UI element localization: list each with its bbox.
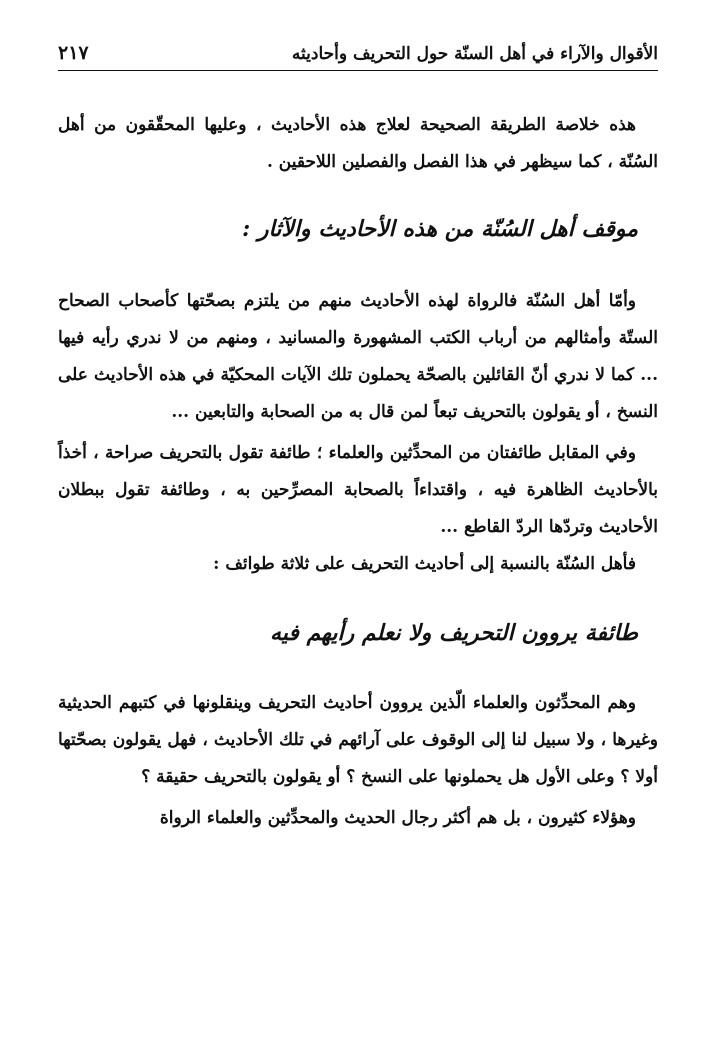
paragraph-4: وهم المحدِّثون والعلماء الّذين يروون أحاديث التحريف وينقلونها في كتبهم الحديثية وغيرها ، ولا سبيل لنا إلى الوقوف على آرائهم في تلك الأحاديث ، فهل يقولون بصحّتها أولا ؟ وعلى الأول هل يحملونها على النسخ ؟ أو يقولون بالتحريف حقيقة ؟ — [58, 693, 658, 787]
page-number: ٢١٧ — [58, 42, 89, 64]
paragraph-2: وفي المقابل طائفتان من المحدِّثين والعلماء ؛ طائفة تقول بالتحريف صراحة ، أخذاً بالأحاديث الظاهرة فيه ، واقتداءاً بالصحابة المصرِّحين به ، وطائفة تقول ببطلان الأحاديث وتردّها الردّ القاطع ... — [58, 443, 658, 537]
running-header — [58, 30, 658, 71]
intro-paragraph: هذه خلاصة الطريقة الصحيحة لعلاج هذه الأحاديث ، وعليها المحقّقون من أهل السُنّة ، كما سيظهر في هذا الفصل والفصلين اللاحقين . — [58, 115, 658, 172]
book-page — [58, 30, 658, 837]
paragraph-1: وأمّا أهل السُنّة فالرواة لهذه الأحاديث منهم من يلتزم بصحّتها كأصحاب الصحاح الستّة وأمثالهم من أرباب الكتب المشهورة والمسانيد ، ومنهم من لا ندري رأيه فيها ... كما لا ندري أنّ القائلين بالصحّة يحملون تلك الآيات المحكيّة في هذه الأحاديث على النسخ ، أو يقولون بالتحريف تبعاً لمن قال به من الصحابة والتابعين ... — [58, 291, 658, 422]
section-heading: موقف أهل السُنّة من هذه الأحاديث والآثار : — [242, 216, 638, 242]
header-title: الأقوال والآراء في أهل السنّة حول التحريف وأحاديثه — [291, 44, 658, 64]
paragraph-5: وهؤلاء كثيرون ، بل هم أكثر رجال الحديث والمحدِّثين والعلماء الرواة — [159, 808, 636, 828]
subsection-heading: طائفة يروون التحريف ولا نعلم رأيهم فيه — [270, 620, 638, 646]
paragraph-3: فأهل السُنّة بالنسبة إلى أحاديث التحريف على ثلاثة طوائف : — [213, 554, 636, 574]
